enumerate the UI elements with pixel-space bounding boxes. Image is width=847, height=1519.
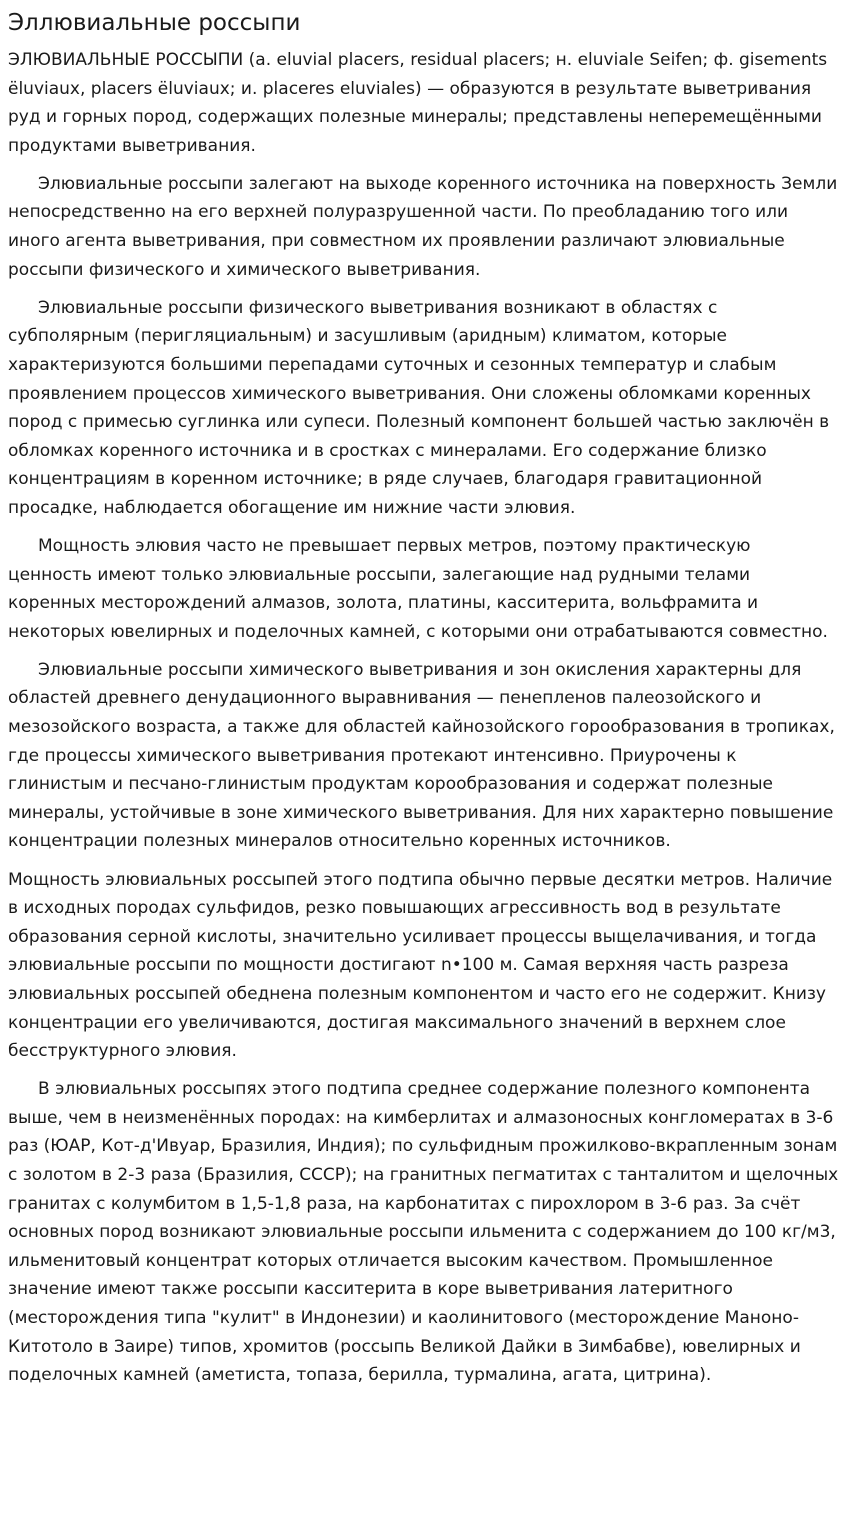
paragraph-intro: ЭЛЮВИАЛЬНЫЕ РОССЫПИ (a. eluvial placers, residual placers; н. eluviale Seifen; ф. gisements ёluviaux, placers ёluviaux; и. placeres eluviales) — образуются в результате выветривания руд и горных пород, содержащих полезные минералы; представлены неперемещёнными продуктами выветривания. (8, 50, 828, 156)
paragraph-thickness: Мощность элювия часто не превышает первых метров, поэтому практическую ценность имеют только элювиальные россыпи, залегающие над рудными телами коренных месторождений алмазов, золота, платины, касситерита, вольфрамита и некоторых ювелирных и поделочных камней, с которыми они отрабатываются совместно. (8, 536, 828, 642)
paragraph-physical-weathering: Элювиальные россыпи физического выветривания возникают в областях с субполярным (перигляциальным) и засушливым (аридным) климатом, которые характеризуются большими перепадами суточных и сезонных температур и слабым проявлением процессов химического выветривания. Они сложены обломками коренных пород с примесью суглинка или супеси. Полезный компонент большей частью заключён в обломках коренного источника и в сростках с минералами. Его содержание близко концентрациям в коренном источнике; в ряде случаев, благодаря гравитационной просадке, наблюдается обогащение им нижние части элювия. (8, 297, 830, 518)
page-title: Эллювиальные россыпи (8, 10, 301, 36)
paragraph-chemical-weathering: Элювиальные россыпи химического выветривания и зон окисления характерны для областей древнего денудационного выравнивания — пенепленов палеозойского и мезозойского возраста, а также для областей кайнозойского горообразования в тропиках, где процессы химического выветривания протекают интенсивно. Приурочены к глинистым и песчано-глинистым продуктам корообразования и содержат полезные минералы, устойчивые в зоне химического выветривания. Для них характерно повышение концентрации полезных минералов относительно коренных источников. (8, 659, 835, 852)
paragraph-content: В элювиальных россыпях этого подтипа среднее содержание полезного компонента выше, чем в неизменённых породах: на кимберлитах и алмазоносных конгломератах в 3-6 раз (ЮАР, Кот-д'Ивуар, Бразилия, Индия); по сульфидным прожилково-вкрапленным зонам с золотом в 2-3 раза (Бразилия, СССР); на гранитных пегматитах с танталитом и щелочных гранитах с колумбитом в 1,5-1,8 раза, на карбонатитах с пирохлором в 3-6 раз. За счёт основных пород возникают элювиальные россыпи ильменита с содержанием до 100 кг/м3, ильменитовый концентрат которых отличается высоким качеством. Промышленное значение имеют также россыпи касситерита в коре выветривания латеритного (месторождения типа "кулит" в Индонезии) и каолинитового (месторождение Маноно-Китотоло в Заире) типов, хромитов (россыпь Великой Дайки в Зимбабве), ювелирных и поделочных камней (аметиста, топаза, берилла, турмалина, агата, цитрина). (8, 1079, 839, 1386)
paragraph-subtype-thickness: Мощность элювиальных россыпей этого подтипа обычно первые десятки метров. Наличие в исходных породах сульфидов, резко повышающих агрессивность вод в результате образования серной кислоты, значительно усиливает процессы выщелачивания, и тогда элювиальные россыпи по мощности достигают n•100 м. Самая верхняя часть разреза элювиальных россыпей обеднена полезным компонентом и часто его не содержит. Книзу концентрации его увеличиваются, достигая максимального значений в верхнем слое бесструктурного элювия. (8, 869, 833, 1062)
paragraph-occurrence: Элювиальные россыпи залегают на выходе коренного источника на поверхность Земли непосредственно на его верхней полуразрушенной части. По преобладанию того или иного агента выветривания, при совместном их проявлении различают элювиальные россыпи физического и химического выветривания. (8, 173, 838, 280)
